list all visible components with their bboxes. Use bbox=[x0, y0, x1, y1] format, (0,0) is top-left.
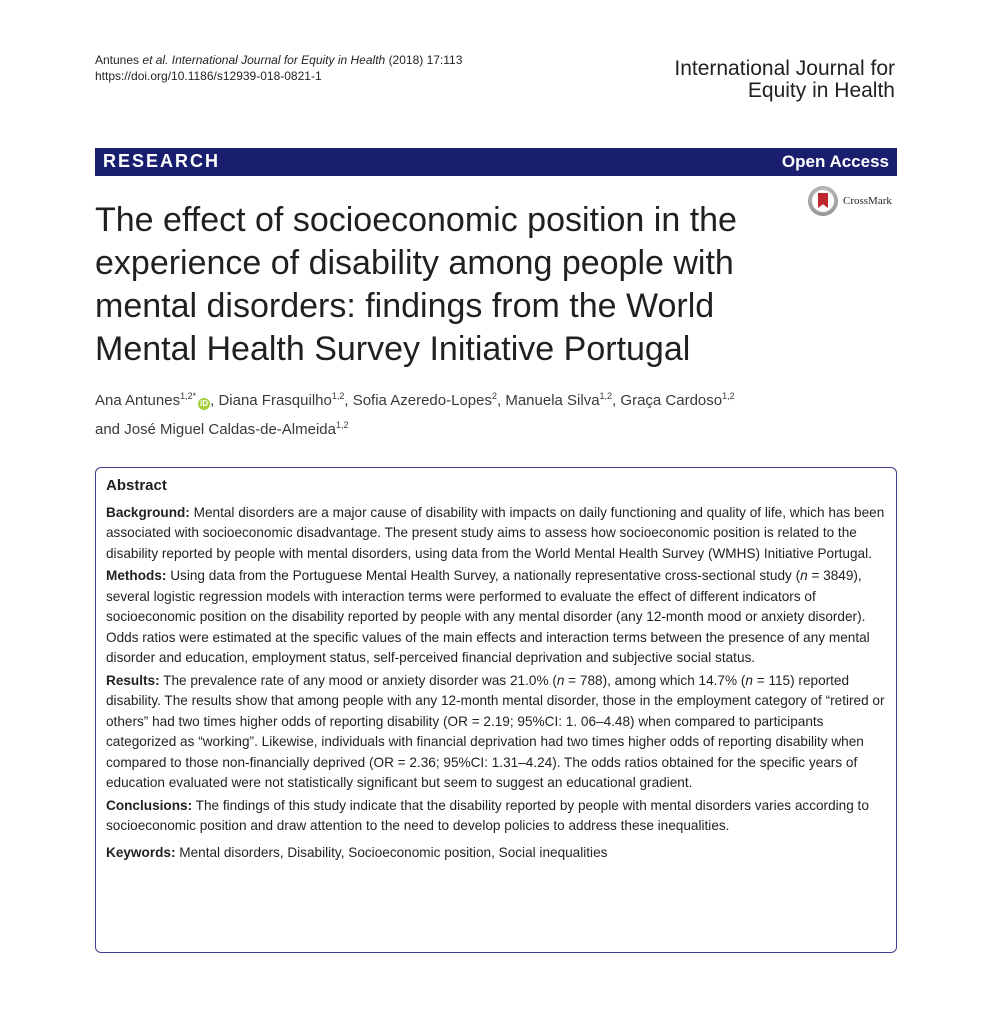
author-affiliation: 1,2 bbox=[331, 391, 345, 401]
conclusions-label: Conclusions: bbox=[106, 797, 193, 813]
keywords-text: Mental disorders, Disability, Socioeconomic position, Social inequalities bbox=[179, 844, 608, 860]
abstract-methods bbox=[106, 566, 886, 669]
background-text: Mental disorders are a major cause of disability with impacts on daily functioning and quality of life, which has been associated with socioeconomic disadvantage. The present study aims to assess how socioeconomic position is related to the disability reported by people with mental disorders, using data from the World Mental Health Survey (WMHS) Initiative Portugal. bbox=[106, 504, 885, 561]
abstract-keywords bbox=[106, 843, 886, 864]
methods-text: Using data from the Portuguese Mental Health Survey, a nationally representative cross-sectional study ( bbox=[170, 568, 801, 583]
article-title: The effect of socioeconomic position in the experience of disability among people with mental disorders: findings from the World Mental Health Survey Initiative Portugal bbox=[95, 201, 737, 368]
author-name: José Miguel Caldas-de-Almeida bbox=[124, 421, 336, 438]
journal-name-line1: International Journal for bbox=[674, 57, 895, 80]
author-affiliation: 1,2* bbox=[180, 391, 197, 401]
journal-logo-text bbox=[674, 58, 895, 102]
results-n1: n bbox=[556, 672, 565, 688]
methods-label: Methods: bbox=[106, 568, 167, 583]
author-affiliation: 1,2 bbox=[722, 391, 735, 401]
author-name: Diana Frasquilho bbox=[218, 392, 332, 409]
keywords-label: Keywords: bbox=[106, 844, 176, 860]
citation-authors: Antunes bbox=[95, 53, 140, 67]
article-type-label: RESEARCH bbox=[103, 151, 221, 171]
open-access-label: Open Access bbox=[781, 152, 889, 171]
article-type-banner bbox=[95, 148, 897, 176]
crossmark-badge[interactable] bbox=[808, 186, 892, 216]
author-name: Ana Antunes bbox=[95, 392, 181, 409]
conclusions-text: The findings of this study indicate that the disability reported by people with mental disorders varies according to socioeconomic position and draw attention to the need to develop policies to address these inequalities. bbox=[106, 797, 869, 833]
author-list: Ana Antunes$^{1,2*}$iD , Diana Frasquilho$^{1,2}$, Sofia Azeredo-Lopes$^2$, Manuela Silva$^{1,2}$, Graça Cardoso$^{1,2}$ and José Miguel Caldas-de-Almeida$^{1,2}$ bbox=[95, 391, 735, 438]
abstract-background bbox=[106, 503, 886, 565]
abstract-box bbox=[95, 467, 897, 953]
author-name: Manuela Silva bbox=[505, 392, 600, 409]
author-name: Graça Cardoso bbox=[620, 392, 723, 409]
doi-link[interactable]: https://doi.org/10.1186/s12939-018-0821-1 bbox=[95, 69, 322, 83]
abstract-results bbox=[106, 671, 886, 794]
crossmark-label: CrossMark bbox=[843, 195, 892, 207]
journal-name-line2: Equity in Health bbox=[747, 79, 895, 102]
citation-header bbox=[95, 52, 462, 84]
methods-text-cont: = 3849), several logistic regression models with interaction terms were performed to evaluate the effect of different indicators of socioeconomic position on the disability reported by people with any mental disorder (any 12-month mood or anxiety disorder). Odds ratios were estimated at the specific values of the main effects and interaction terms between the presence of any mental disorder and education, employment status, self-perceived financial deprivation and subjective social status. bbox=[106, 568, 870, 665]
citation-year-volume: (2018) 17:113 bbox=[388, 53, 463, 67]
author-affiliation: 1,2 bbox=[599, 391, 613, 401]
authors-conjunction: and bbox=[95, 421, 121, 438]
citation-etal: et al. bbox=[142, 53, 169, 67]
results-text-end: = 115) reported disability. The results show that among people with any 12-month mental disorder, those in the employment category of “retired or others” had two times higher odds of reporting disability (OR = 2.19; 95%CI: 1. 06–4.48) when compared to participants categorized as “working”. Likewise, individuals with financial deprivation had two times higher odds of reporting disability when compared to those non-financially deprived (OR = 2.36; 95%CI: 1.31–4.24). The odds ratios obtained for the specific years of education evaluated were not statistically significant but seem to suggest an educational gradient. bbox=[106, 672, 885, 790]
methods-n: n bbox=[800, 568, 808, 583]
author-affiliation: 1,2 bbox=[335, 420, 349, 430]
background-label: Background: bbox=[106, 504, 190, 520]
results-n2: n bbox=[745, 672, 753, 688]
orcid-icon[interactable]: iD bbox=[200, 399, 209, 408]
results-label: Results: bbox=[106, 672, 160, 688]
abstract-heading: Abstract bbox=[106, 477, 167, 494]
citation-line bbox=[95, 52, 462, 68]
author-name: Sofia Azeredo-Lopes bbox=[352, 392, 492, 409]
abstract-conclusions bbox=[106, 796, 886, 837]
citation-journal: International Journal for Equity in Health bbox=[171, 53, 386, 67]
author-affiliation: 2 bbox=[491, 391, 497, 401]
results-text-cont: = 788), among which 14.7% ( bbox=[564, 672, 746, 688]
results-text: The prevalence rate of any mood or anxiety disorder was 21.0% ( bbox=[163, 672, 557, 688]
